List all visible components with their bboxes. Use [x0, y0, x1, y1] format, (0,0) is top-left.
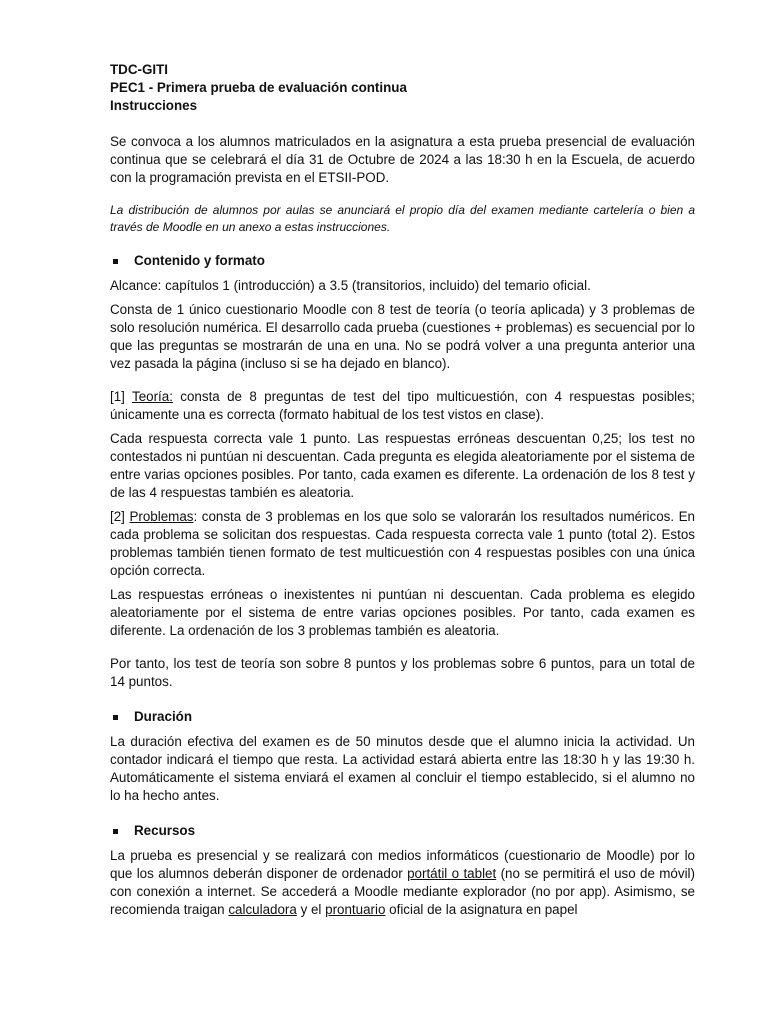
instructions-heading: Instrucciones: [110, 98, 198, 113]
section-recursos-heading: [110, 822, 695, 840]
duracion-paragraph: La duración efectiva del examen es de 50 minutos desde que el alumno inicia la actividad. Un contador indicará el tiempo que resta. La actividad estará abierta entre las 18:30 h y las 19:30 h. Automáticamente el sistema enviará el examen al concluir el tiempo establecido, si el alumno no lo ha hecho antes.: [110, 734, 695, 803]
teoria-label: Teoría:: [132, 389, 173, 404]
recursos-paragraph: [110, 847, 695, 919]
problemas-number: [2]: [110, 509, 130, 524]
teoria-paragraph: [110, 388, 695, 424]
section-duracion-heading: [110, 708, 695, 726]
classroom-note: La distribución de alumnos por aulas se anunciará el propio día del examen mediante cartelería o bien a través de Moodle en un anexo a estas instrucciones.: [110, 203, 695, 234]
section-title: Recursos: [134, 823, 196, 838]
bullet-icon: [113, 259, 118, 264]
recursos-text-1: La prueba es presencial y se realizará con medios informáticos (cuestionario de Moodle) por lo que los alumnos deberán disponer de ordenador: [110, 848, 695, 881]
course-code: TDC-GITI: [110, 62, 169, 77]
recursos-calculadora-underlined: calculadora: [228, 902, 297, 917]
recursos-device-underlined: portátil o tablet: [407, 866, 497, 881]
total-paragraph: Por tanto, los test de teoría son sobre 8 puntos y los problemas sobre 6 puntos, para un total de 14 puntos.: [110, 656, 695, 689]
teoria-number: [1]: [110, 389, 132, 404]
consta-paragraph: Consta de 1 único cuestionario Moodle con 8 test de teoría (o teoría aplicada) y 3 problemas de solo resolución numérica. El desarrollo cada prueba (cuestiones + problemas) es secuencial por lo que las preguntas se mostrarán de una en una. No se podrá volver a una pregunta anterior una vez pasada la página (incluso si se ha dejado en blanco).: [110, 302, 695, 371]
problemas-label: Problemas: [129, 509, 194, 524]
problemas-text: : consta de 3 problemas en los que solo se valorarán los resultados numéricos. En cada problema se solicitan dos respuestas. Cada respuesta correcta vale 1 punto (total 2). Estos problemas también tienen formato de test multicuestión con 4 respuestas posibles con una única opción correcta.: [110, 509, 695, 578]
intro-paragraph: Se convoca a los alumnos matriculados en la asignatura a esta prueba presencial de evaluación continua que se celebrará el día 31 de Octubre de 2024 a las 18:30 h en la Escuela, de acuerdo con la programación prevista en el ETSII-POD.: [110, 134, 695, 185]
bullet-icon: [113, 715, 118, 720]
document-page: [110, 61, 695, 919]
section-title: Duración: [134, 709, 193, 724]
alcance-paragraph: Alcance: capítulos 1 (introducción) a 3.5 (transitorios, incluido) del temario oficial.: [110, 278, 591, 293]
recursos-text-4: oficial de la asignatura en papel: [385, 902, 578, 917]
recursos-text-2: (no se permitirá el uso de móvil) con conexión a internet. Se accederá a Moodle mediante explorador (no por app). Asimismo, se recomienda traigan: [110, 866, 695, 917]
recursos-text-3: y el: [296, 902, 326, 917]
bullet-icon: [113, 829, 118, 834]
teoria-text: consta de 8 preguntas de test del tipo multicuestión, con 4 respuestas posibles; únicamente una es correcta (formato habitual de los test vistos en clase).: [110, 389, 695, 422]
problemas-paragraph: [110, 508, 695, 580]
recursos-prontuario-underlined: prontuario: [325, 902, 386, 917]
problemas-puntos-paragraph: Las respuestas erróneas o inexistentes ni puntúan ni descuentan. Cada problema es elegido aleatoriamente por el sistema de entre varias opciones posibles. Por tanto, cada examen es diferente. La ordenación de los 3 problemas también es aleatoria.: [110, 587, 695, 638]
section-title: Contenido y formato: [134, 253, 265, 268]
exam-title: PEC1 - Primera prueba de evaluación continua: [110, 80, 407, 95]
section-contenido-heading: [110, 252, 695, 270]
teoria-puntos-paragraph: Cada respuesta correcta vale 1 punto. Las respuestas erróneas descuentan 0,25; los test no contestados ni puntúan ni descuentan. Cada pregunta es elegida aleatoriamente por el sistema de entre varias opciones posibles. Por tanto, cada examen es diferente. La ordenación de los 8 test y de las 4 respuestas también es aleatoria.: [110, 431, 695, 500]
